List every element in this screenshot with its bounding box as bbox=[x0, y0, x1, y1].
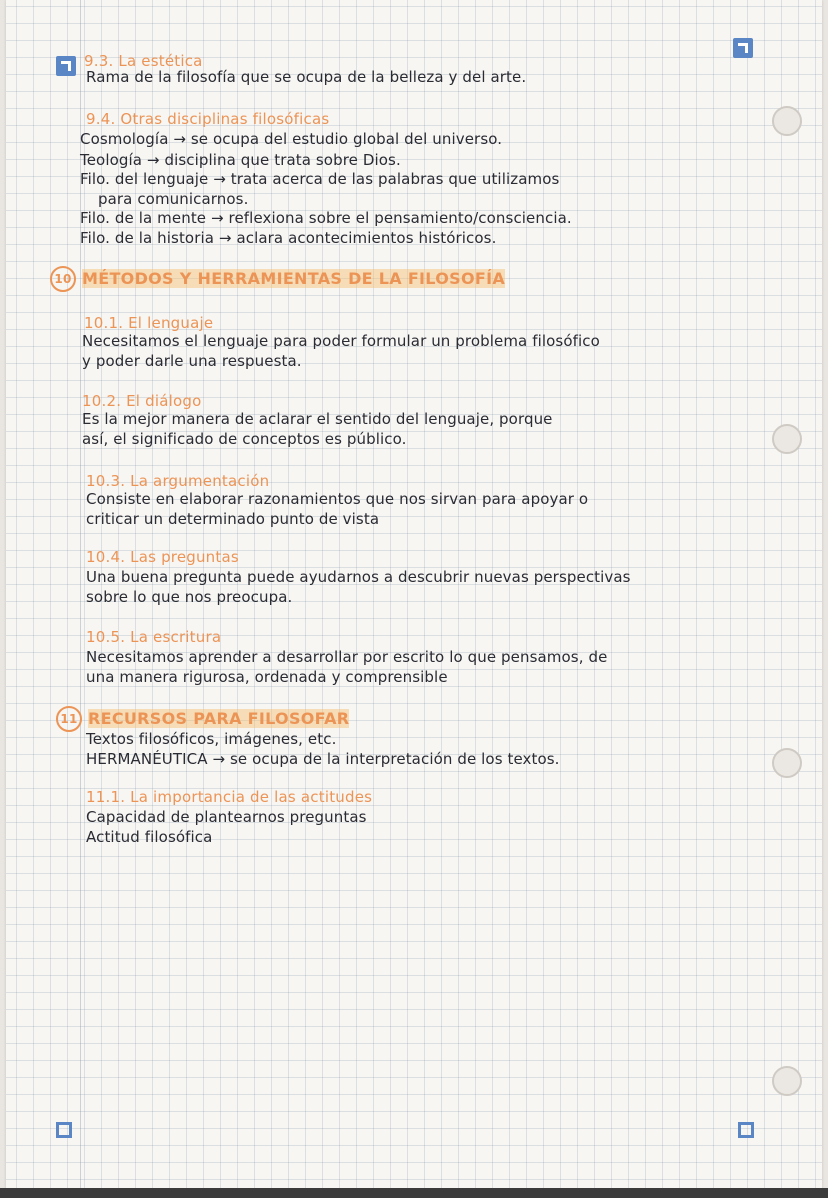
text-line: Consiste en elaborar razonamientos que nos sirvan para apoyar o bbox=[86, 490, 589, 508]
text-line: Textos filosóficos, imágenes, etc. bbox=[86, 730, 337, 748]
text-line: Teología → disciplina que trata sobre Dios. bbox=[80, 151, 401, 169]
heading-10-2: 10.2. El diálogo bbox=[82, 392, 202, 410]
bottom-right-corner-mark-icon bbox=[738, 1122, 754, 1138]
section-11-title bbox=[56, 706, 349, 732]
heading-10-4: 10.4. Las preguntas bbox=[86, 548, 239, 566]
text-line: Actitud filosófica bbox=[86, 828, 213, 846]
text-line: HERMANÉUTICA → se ocupa de la interpretación de los textos. bbox=[86, 750, 560, 768]
text-line: Cosmología → se ocupa del estudio global del universo. bbox=[80, 130, 503, 148]
text-line: Filo. de la historia → aclara acontecimientos históricos. bbox=[80, 229, 497, 247]
text-line: una manera rigurosa, ordenada y comprensible bbox=[86, 668, 448, 686]
text-line: Filo. del lenguaje → trata acerca de las palabras que utilizamos bbox=[80, 170, 560, 188]
binder-hole bbox=[772, 424, 802, 454]
heading-9-4: 9.4. Otras disciplinas filosóficas bbox=[86, 110, 330, 128]
text-line: Una buena pregunta puede ayudarnos a descubrir nuevas perspectivas bbox=[86, 568, 631, 586]
section-title-text: MÉTODOS Y HERRAMIENTAS DE LA FILOSOFÍA bbox=[82, 268, 506, 288]
section-title-text: RECURSOS PARA FILOSOFAR bbox=[88, 708, 350, 728]
heading-9-3: 9.3. La estética bbox=[84, 52, 203, 70]
text-line: así, el significado de conceptos es público. bbox=[82, 430, 407, 448]
section-number-badge: 10 bbox=[50, 266, 76, 292]
text-line: criticar un determinado punto de vista bbox=[86, 510, 380, 528]
top-right-corner-mark-icon bbox=[733, 38, 753, 58]
section-10-title bbox=[50, 266, 505, 292]
text-line: Filo. de la mente → reflexiona sobre el pensamiento/consciencia. bbox=[80, 209, 572, 227]
heading-10-3: 10.3. La argumentación bbox=[86, 472, 270, 490]
text-line: Necesitamos el lenguaje para poder formular un problema filosófico bbox=[82, 332, 600, 350]
binder-hole bbox=[772, 1066, 802, 1096]
binder-hole bbox=[772, 106, 802, 136]
notebook-page bbox=[6, 0, 822, 1190]
text-line: sobre lo que nos preocupa. bbox=[86, 588, 293, 606]
section-number-badge: 11 bbox=[56, 706, 82, 732]
binder-hole bbox=[772, 748, 802, 778]
heading-10-5: 10.5. La escritura bbox=[86, 628, 222, 646]
text-line: y poder darle una respuesta. bbox=[82, 352, 302, 370]
text-line: para comunicarnos. bbox=[98, 190, 249, 208]
heading-10-1: 10.1. El lenguaje bbox=[84, 314, 214, 332]
bottom-left-corner-mark-icon bbox=[56, 1122, 72, 1138]
text-line: Necesitamos aprender a desarrollar por escrito lo que pensamos, de bbox=[86, 648, 608, 666]
text-line: Rama de la filosofía que se ocupa de la belleza y del arte. bbox=[86, 68, 527, 86]
heading-11-1: 11.1. La importancia de las actitudes bbox=[86, 788, 373, 806]
desk-edge bbox=[0, 1188, 828, 1198]
text-line: Capacidad de plantearnos preguntas bbox=[86, 808, 367, 826]
text-line: Es la mejor manera de aclarar el sentido del lenguaje, porque bbox=[82, 410, 553, 428]
top-left-corner-mark-icon bbox=[56, 56, 76, 76]
